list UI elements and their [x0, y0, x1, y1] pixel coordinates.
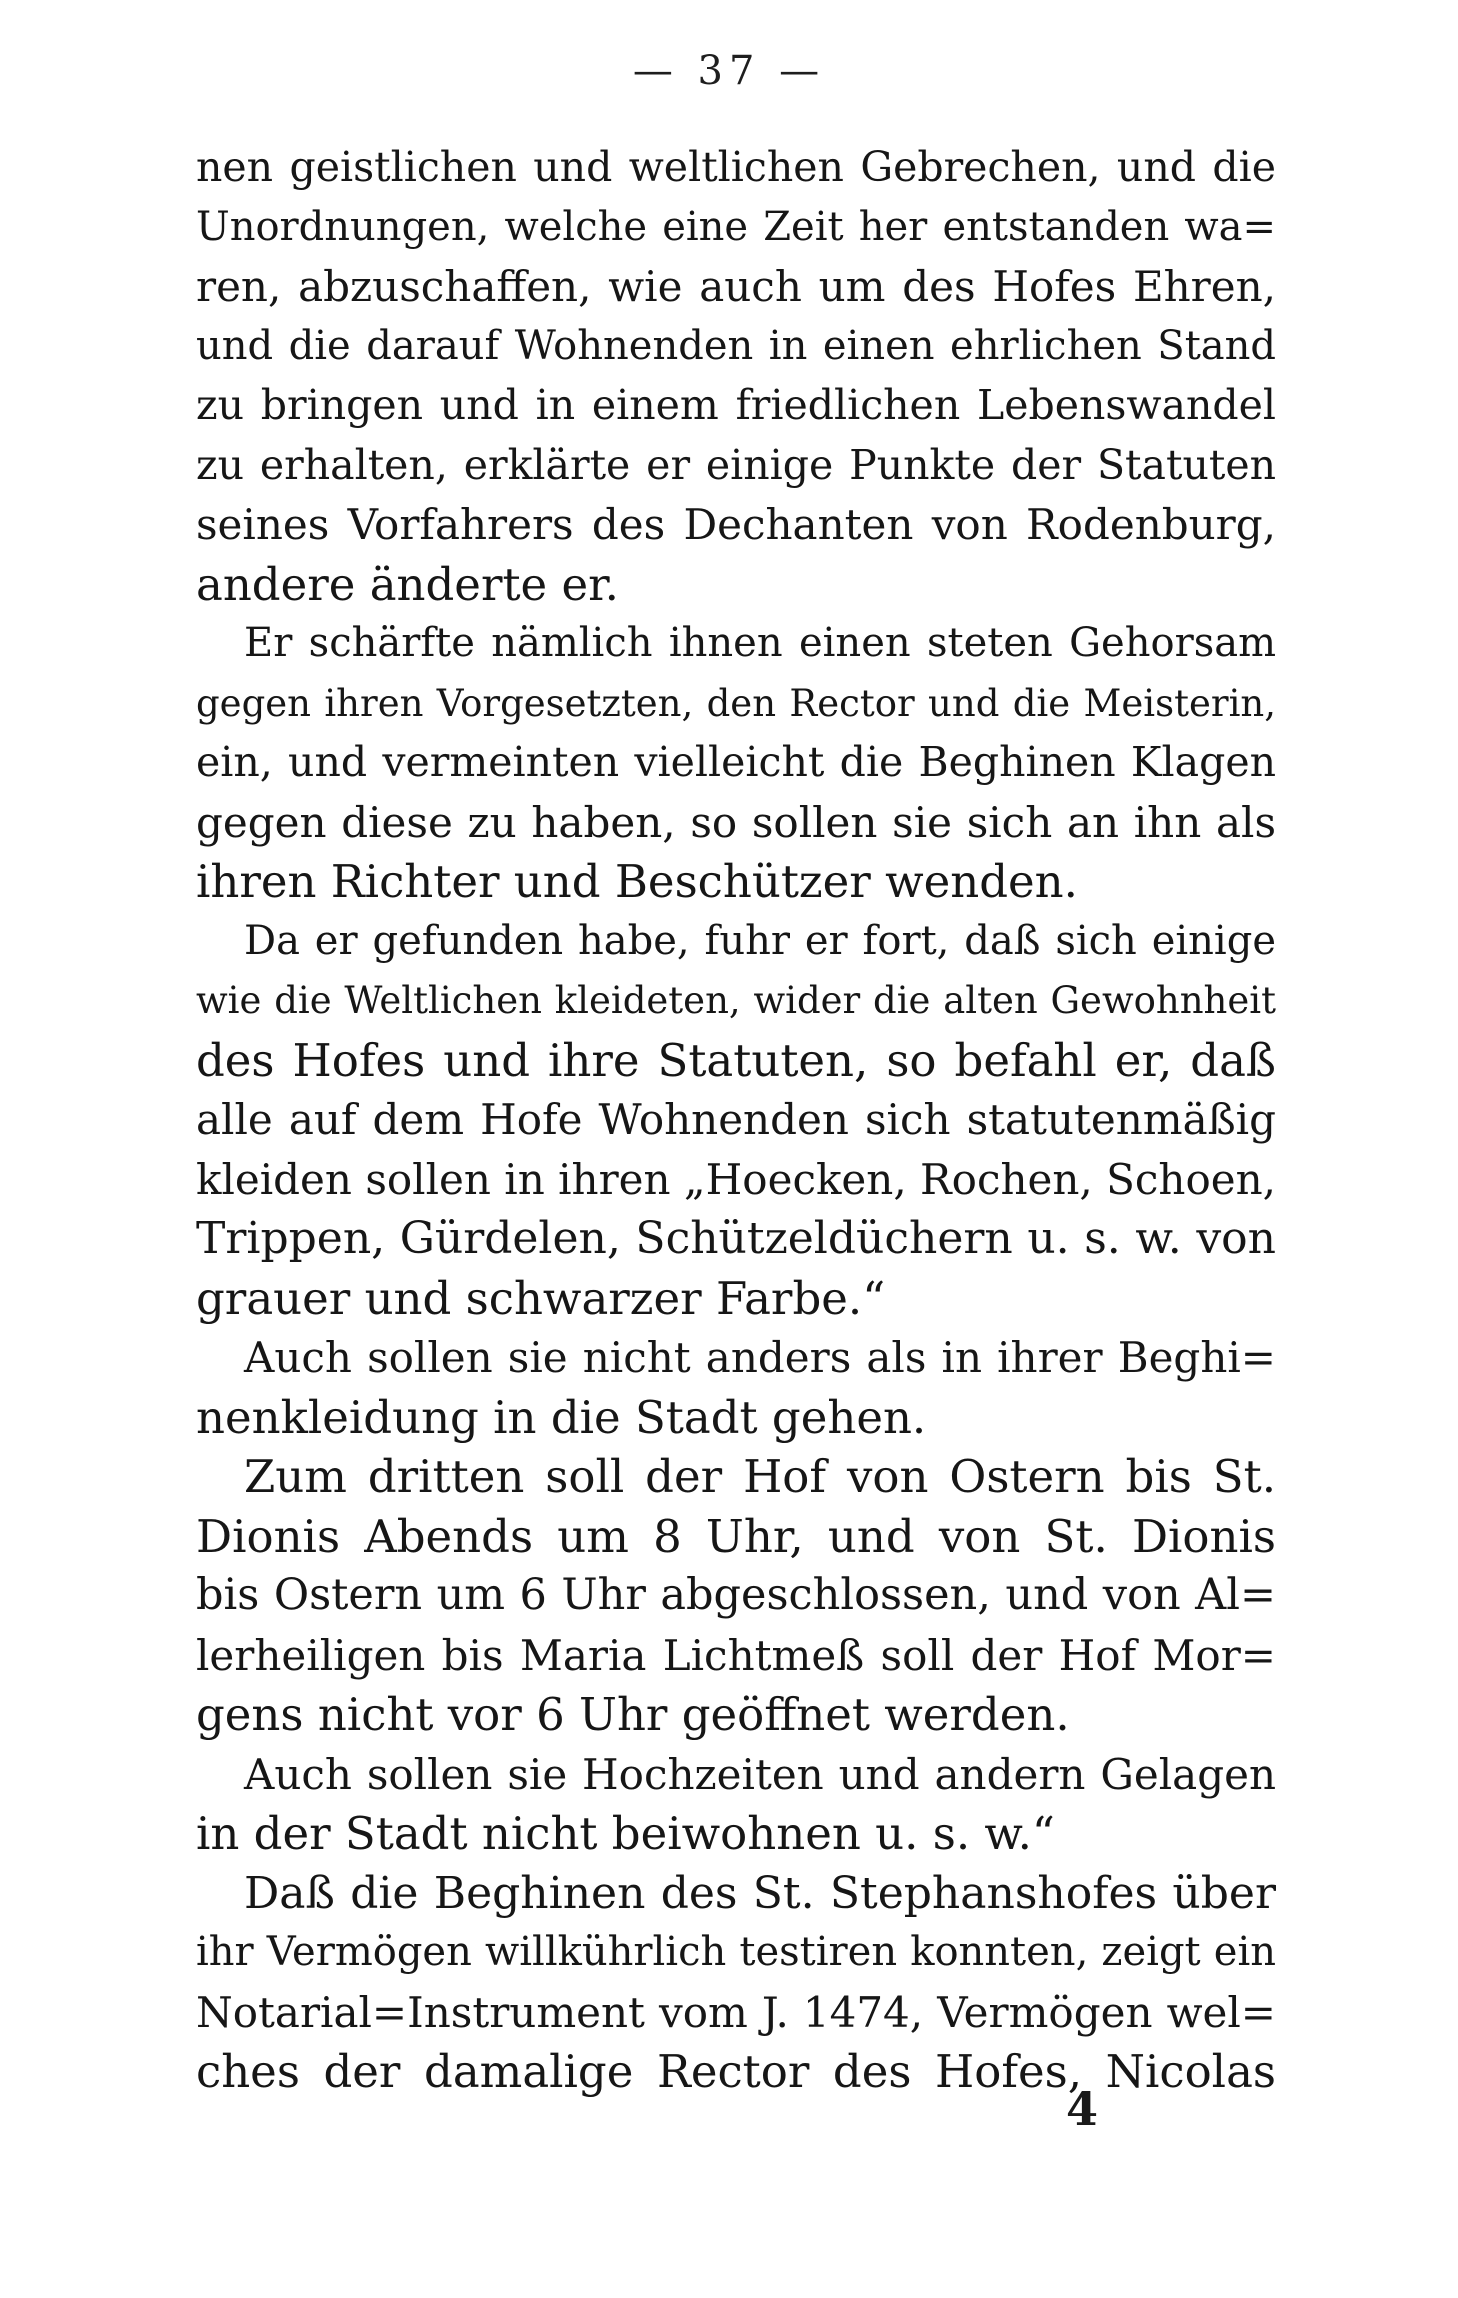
text-line: nenkleidung in die Stadt gehen. — [196, 1390, 927, 1444]
text-line: bis Ostern um 6 Uhr abgeschlossen, und von Al= — [196, 1570, 1276, 1620]
text-line: gegen diese zu haben, so sollen sie sich an ihn als — [196, 797, 1276, 847]
text-line: in der Stadt nicht beiwohnen u. s. w.“ — [196, 1807, 1055, 1860]
text-line: ihren Richter und Beschützer wenden. — [196, 855, 1078, 908]
text-line: kleiden sollen in ihren „Hoecken, Rochen, Schoen, — [196, 1154, 1276, 1204]
text-line: gens nicht vor 6 Uhr geöffnet werden. — [196, 1688, 1070, 1741]
text-line: grauer und schwarzer Farbe.“ — [196, 1271, 886, 1325]
text-line: seines Vorfahrers des Dechanten von Rodenburg, — [196, 500, 1276, 549]
signature-mark: 4 — [1066, 2082, 1099, 2136]
text-line: ren, abzuschaffen, wie auch um des Hofes Ehren, — [196, 262, 1276, 311]
text-line: Auch sollen sie Hochzeiten und andern Gelagen — [244, 1749, 1276, 1799]
text-line: Trippen, Gürdelen, Schützeldüchern u. s. w. von — [196, 1213, 1276, 1264]
text-line: ihr Vermögen willkührlich testiren konnten, zeigt ein — [196, 1929, 1276, 1975]
text-line: des Hofes und ihre Statuten, so befahl er, daß — [196, 1033, 1276, 1087]
text-line: Er schärfte nämlich ihnen einen steten Gehorsam — [244, 620, 1276, 666]
text-line: Unordnungen, welche eine Zeit her entstanden wa= — [196, 203, 1276, 250]
text-line: lerheiligen bis Maria Lichtmeß soll der Hof Mor= — [196, 1630, 1276, 1680]
text-line: gegen ihren Vorgesetzten, den Rector und die Meisterin, — [196, 681, 1276, 725]
text-line: Da er gefunden habe, fuhr er fort, daß sich einige — [244, 917, 1276, 964]
text-line: wie die Weltlichen kleideten, wider die alten Gewohnheit — [196, 979, 1276, 1022]
text-line: alle auf dem Hofe Wohnenden sich statutenmäßig — [196, 1095, 1276, 1144]
body-text — [196, 138, 1276, 2102]
text-line: ches der damalige Rector des Hofes, Nicolas — [196, 2045, 1276, 2098]
text-line: Zum dritten soll der Hof von Ostern bis St. — [244, 1450, 1276, 1503]
page-number: — 37 — — [632, 48, 826, 94]
text-line: andere änderte er. — [196, 557, 619, 611]
text-line: Dionis Abends um 8 Uhr, und von St. Dionis — [196, 1509, 1276, 1563]
text-line: nen geistlichen und weltlichen Gebrechen, und die — [196, 143, 1276, 191]
text-line: Daß die Beghinen des St. Stephanshofes über — [244, 1867, 1276, 1919]
text-line: und die darauf Wohnenden in einen ehrlichen Stand — [196, 322, 1276, 369]
text-line: zu erhalten, erklärte er einige Punkte der Statuten — [196, 440, 1276, 489]
text-line: zu bringen und in einem friedlichen Lebenswandel — [196, 381, 1276, 429]
text-line: Auch sollen sie nicht anders als in ihrer Beghi= — [244, 1333, 1276, 1382]
text-line: Notarial=Instrument vom J. 1474, Vermögen wel= — [196, 1987, 1276, 2037]
text-line: ein, und vermeinten vielleicht die Beghinen Klagen — [196, 738, 1276, 786]
